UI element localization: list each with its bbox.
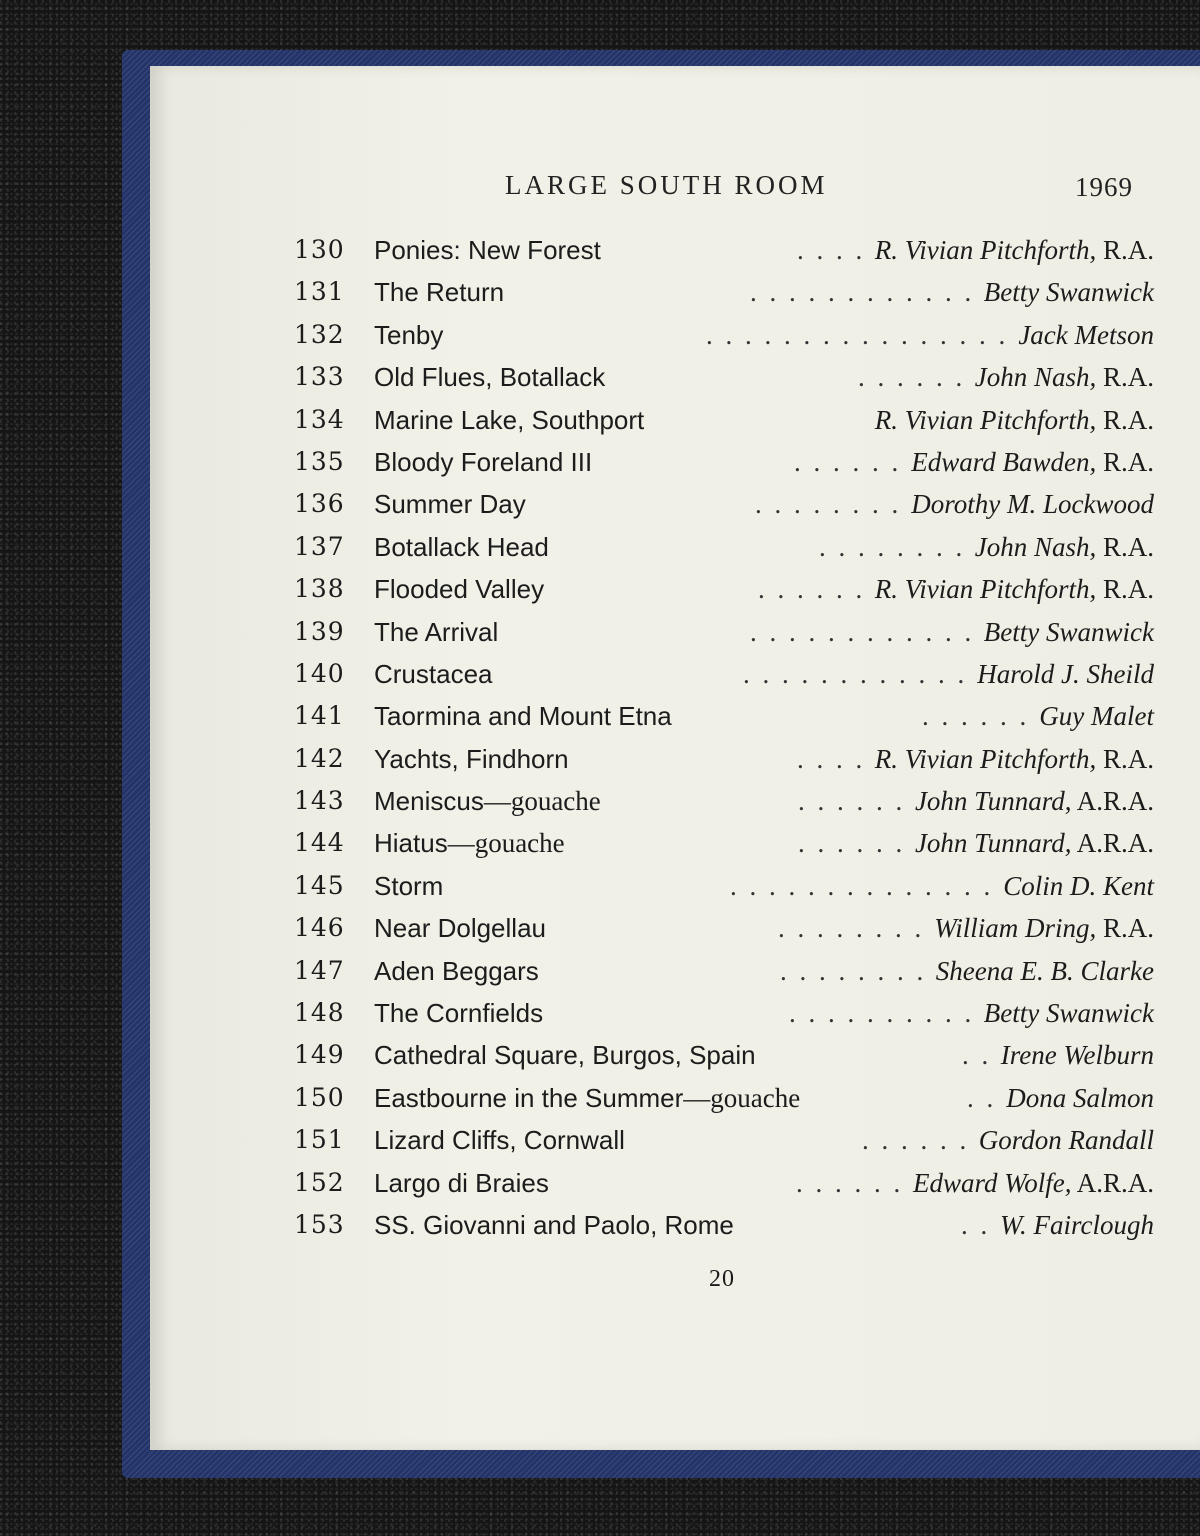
entry-artist <box>975 526 1154 568</box>
dot-leader: . . . . . . <box>794 446 902 477</box>
entry-title-text: Meniscus <box>374 786 484 817</box>
artist-name: Betty Swanwick <box>983 998 1154 1029</box>
room-title: LARGE SOUTH ROOM <box>505 170 828 200</box>
artist-honour: R.A. <box>1096 362 1154 393</box>
artist-name: John Nash, <box>974 362 1097 393</box>
entry-number: 140 <box>294 658 345 688</box>
entry-number: 139 <box>294 616 345 646</box>
entry-title-text: Ponies: New Forest <box>374 235 601 265</box>
entry-number: 131 <box>294 277 345 307</box>
dot-leader: . . . . . . . . <box>778 913 925 944</box>
dot-leader: . . . . . . <box>798 828 906 859</box>
running-header <box>505 170 1155 201</box>
catalogue-entry <box>294 1204 1154 1246</box>
dot-leader: . . <box>962 1040 992 1071</box>
entry-title <box>374 822 565 864</box>
entry-number: 138 <box>294 574 345 604</box>
artist-name: Betty Swanwick <box>983 616 1154 647</box>
entry-artist <box>911 441 1154 483</box>
catalogue-page <box>150 66 1200 1450</box>
dot-leader: . . . . <box>797 235 866 265</box>
entry-medium: —gouache <box>683 1082 801 1113</box>
dot-leader: . . . . . . . . . . . . <box>750 277 975 308</box>
entry-artist <box>1003 865 1154 907</box>
entry-title-text: Storm <box>374 870 444 901</box>
entry-number: 144 <box>294 828 345 858</box>
entry-title-text: Aden Beggars <box>374 955 539 986</box>
catalogue-entry <box>294 653 1154 695</box>
entry-title <box>374 314 443 356</box>
dot-leader: . . . . . . <box>922 701 1030 732</box>
entry-number: 130 <box>294 235 345 264</box>
artist-name: Edward Bawden, <box>911 446 1097 477</box>
entry-number: 136 <box>294 489 345 519</box>
catalogue-entry <box>294 441 1154 483</box>
dot-leader: . . . . . . . . . . . . . . <box>730 870 994 901</box>
entry-title <box>374 653 493 695</box>
entry-title-text: Lizard Cliffs, Cornwall <box>374 1125 625 1156</box>
entry-artist <box>875 568 1154 610</box>
entry-title-text: Yachts, Findhorn <box>374 743 569 774</box>
artist-name: Betty Swanwick <box>983 277 1154 308</box>
artist-name: John Tunnard, <box>914 786 1072 817</box>
entry-title <box>374 950 539 992</box>
entry-artist <box>984 611 1154 653</box>
entry-title <box>374 271 504 313</box>
entry-artist <box>1006 1077 1154 1119</box>
catalogue-entry <box>294 271 1154 313</box>
entry-artist <box>975 356 1154 398</box>
entry-title <box>374 865 443 907</box>
entry-title <box>374 399 644 441</box>
artist-name: R. Vivian Pitchforth, <box>874 235 1097 265</box>
catalogue-entry <box>294 950 1154 992</box>
entry-title <box>374 1119 625 1161</box>
catalogue-entry <box>294 1162 1154 1204</box>
artist-name: Colin D. Kent <box>1003 870 1154 901</box>
artist-name: Jack Metson <box>1018 319 1154 350</box>
dot-leader: . . . . . . <box>758 574 866 605</box>
artist-name: Dorothy M. Lockwood <box>911 489 1154 520</box>
artist-name: Dona Salmon <box>1006 1082 1154 1113</box>
catalogue-entry <box>294 568 1154 610</box>
catalogue-entry <box>294 483 1154 525</box>
catalogue-entry <box>294 865 1154 907</box>
entry-title-text: Cathedral Square, Burgos, Spain <box>374 1040 756 1071</box>
catalogue-entry <box>294 992 1154 1034</box>
entry-number: 143 <box>294 786 345 816</box>
entry-title-text: Summer Day <box>374 489 526 520</box>
entry-artist <box>911 483 1154 525</box>
entry-title <box>374 1162 549 1204</box>
entry-title <box>374 780 601 822</box>
catalogue-entry <box>294 526 1154 568</box>
entry-title-text: The Arrival <box>374 616 499 647</box>
artist-name: Guy Malet <box>1039 701 1154 732</box>
entry-title <box>374 907 546 949</box>
artist-name: Gordon Randall <box>978 1125 1154 1156</box>
artist-name: John Tunnard, <box>914 828 1072 859</box>
entry-title-text: Old Flues, Botallack <box>374 362 606 393</box>
entry-artist <box>977 653 1154 695</box>
entry-number: 145 <box>294 870 345 900</box>
entry-artist <box>875 738 1154 780</box>
entry-artist <box>913 1162 1154 1204</box>
entry-title <box>374 992 543 1034</box>
entry-number: 149 <box>294 1040 345 1070</box>
year-label: 1969 <box>1075 172 1133 202</box>
entry-artist <box>984 992 1154 1034</box>
entry-title <box>374 356 605 398</box>
catalogue-entry <box>294 738 1154 780</box>
catalogue-entry <box>294 611 1154 653</box>
entry-title-text: Flooded Valley <box>374 574 545 605</box>
artist-name: Irene Welburn <box>1000 1040 1154 1071</box>
dot-leader: . . . . . . . . . . . . <box>750 616 975 647</box>
entry-title-text: Tenby <box>374 319 444 350</box>
entry-title-text: Botallack Head <box>374 531 549 562</box>
entry-number: 135 <box>294 446 345 476</box>
entry-title-text: Near Dolgellau <box>374 913 546 944</box>
dot-leader: . . . . . . <box>798 786 906 817</box>
entry-title <box>374 1034 756 1076</box>
artist-name: R. Vivian Pitchforth, <box>874 574 1097 605</box>
catalogue-entry <box>294 399 1154 441</box>
dot-leader: . . . . . . . . <box>780 955 927 986</box>
entry-title <box>374 229 601 271</box>
artist-honour: A.R.A. <box>1071 1167 1154 1198</box>
entry-number: 152 <box>294 1167 345 1197</box>
catalogue-entry <box>294 1119 1154 1161</box>
entry-title-text: Largo di Braies <box>374 1167 549 1198</box>
entry-title <box>374 738 569 780</box>
dot-leader: . . . . . . <box>858 362 966 393</box>
artist-honour: A.R.A. <box>1071 828 1154 859</box>
artist-honour: R.A. <box>1096 743 1154 774</box>
artist-name: W. Fairclough <box>1000 1209 1154 1240</box>
entry-artist <box>915 822 1154 864</box>
entry-title-text: The Return <box>374 277 505 308</box>
artist-honour: R.A. <box>1096 913 1154 944</box>
dot-leader: . . . . . . . . . . <box>789 998 975 1029</box>
entry-artist <box>915 780 1154 822</box>
entry-artist <box>1018 314 1154 356</box>
entry-title <box>374 695 672 737</box>
entry-title-text: Bloody Foreland III <box>374 446 593 477</box>
entry-title <box>374 568 544 610</box>
dot-leader: . . . . . . . . <box>819 531 966 562</box>
entry-title-text: Crustacea <box>374 658 493 689</box>
entry-artist <box>979 1119 1154 1161</box>
entry-list <box>294 229 1154 1246</box>
artist-honour: A.R.A. <box>1071 786 1154 817</box>
page-number: 20 <box>709 1266 735 1292</box>
entry-title-text: SS. Giovanni and Paolo, Rome <box>374 1209 734 1240</box>
entry-number: 133 <box>294 362 345 392</box>
entry-number: 134 <box>294 404 345 434</box>
artist-name: Edward Wolfe, <box>912 1167 1072 1198</box>
entry-number: 142 <box>294 743 345 773</box>
catalogue-entry <box>294 907 1154 949</box>
entry-title <box>374 441 592 483</box>
artist-name: John Nash, <box>974 531 1097 562</box>
artist-name: R. Vivian Pitchforth, <box>874 404 1097 435</box>
artist-honour: R.A. <box>1096 235 1154 265</box>
catalogue-entry <box>294 780 1154 822</box>
entry-number: 146 <box>294 913 345 943</box>
entry-artist <box>875 229 1154 271</box>
entry-title <box>374 611 498 653</box>
dot-leader: . . . . . . <box>862 1125 970 1156</box>
artist-honour: R.A. <box>1096 574 1154 605</box>
dot-leader: . . . . . . <box>796 1167 904 1198</box>
entry-artist <box>934 907 1154 949</box>
catalogue-entry <box>294 822 1154 864</box>
entry-medium: —gouache <box>447 828 565 859</box>
entry-title <box>374 1204 734 1246</box>
catalogue-entry <box>294 356 1154 398</box>
artist-honour: R.A. <box>1096 531 1154 562</box>
entry-artist <box>1001 1034 1154 1076</box>
entry-artist <box>984 271 1154 313</box>
catalogue-entry <box>294 314 1154 356</box>
entry-title-text: Eastbourne in the Summer <box>374 1082 684 1113</box>
entry-number: 151 <box>294 1125 345 1155</box>
entry-number: 150 <box>294 1082 345 1112</box>
entry-title <box>374 483 526 525</box>
entry-title-text: Taormina and Mount Etna <box>374 701 672 732</box>
entry-number: 148 <box>294 998 345 1028</box>
entry-artist <box>875 399 1154 441</box>
artist-name: William Dring, <box>934 913 1097 944</box>
dot-leader: . . . . . . . . . . . . <box>743 658 968 689</box>
catalogue-entry <box>294 1077 1154 1119</box>
dot-leader: . . <box>967 1082 997 1113</box>
dot-leader: . . . . <box>797 743 866 774</box>
dot-leader: . . . . . . . . <box>755 489 902 520</box>
entry-title-text: Marine Lake, Southport <box>374 404 645 435</box>
artist-honour: R.A. <box>1096 446 1154 477</box>
catalogue-entry <box>294 695 1154 737</box>
entry-title <box>374 526 549 568</box>
dot-leader: . . <box>961 1209 991 1240</box>
entry-artist <box>1000 1204 1154 1246</box>
entry-medium: —gouache <box>483 786 601 817</box>
entry-artist <box>936 950 1154 992</box>
entry-number: 141 <box>294 701 345 731</box>
entry-title-text: The Cornfields <box>374 998 544 1029</box>
artist-name: Sheena E. B. Clarke <box>935 955 1154 986</box>
catalogue-entry <box>294 1034 1154 1076</box>
artist-name: Harold J. Sheild <box>977 658 1154 689</box>
dot-leader: . . . . . . . . . . . . . . . . <box>706 319 1009 350</box>
artist-name: R. Vivian Pitchforth, <box>874 743 1097 774</box>
entry-artist <box>1039 695 1154 737</box>
artist-honour: R.A. <box>1096 404 1154 435</box>
entry-number: 153 <box>294 1209 345 1239</box>
catalogue-entry <box>294 229 1154 271</box>
entry-number: 137 <box>294 531 345 561</box>
entry-number: 132 <box>294 319 345 349</box>
entry-number: 147 <box>294 955 345 985</box>
entry-title-text: Hiatus <box>374 828 448 859</box>
entry-title <box>374 1077 800 1119</box>
